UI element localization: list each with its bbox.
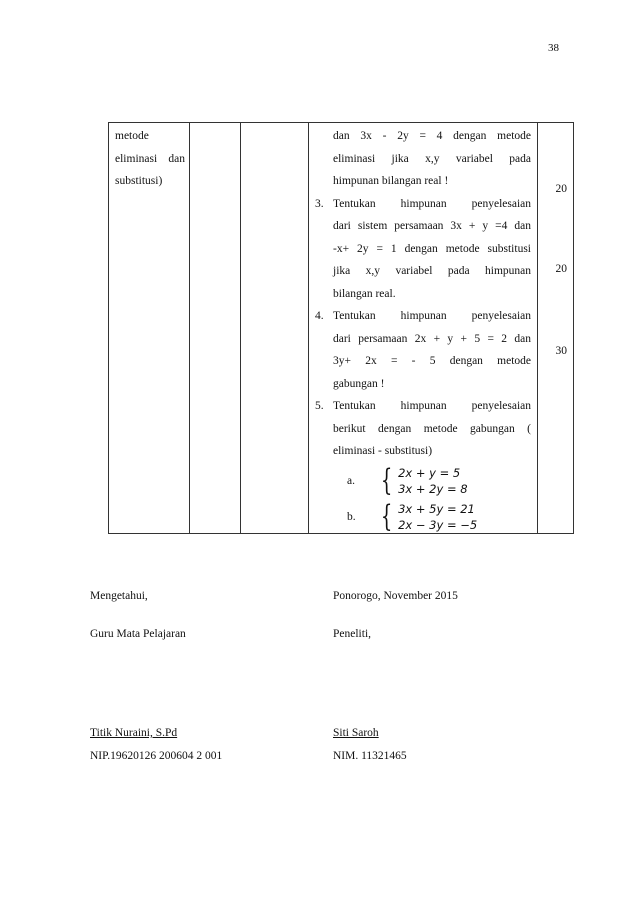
question-line: Tentukan himpunan penyelesaian bbox=[333, 400, 531, 412]
equation: 3x + 5y = 21 bbox=[398, 501, 475, 516]
acknowledged-label: Mengetahui, bbox=[90, 590, 148, 602]
teacher-id: NIP.19620126 200604 2 001 bbox=[90, 750, 223, 762]
score-value: 30 bbox=[555, 345, 567, 357]
question-line: eliminasi - substitusi) bbox=[333, 445, 433, 457]
question-line: jika x,y variabel pada himpunan bbox=[333, 265, 531, 277]
question-2-continuation bbox=[315, 125, 531, 193]
score-value: 20 bbox=[555, 183, 567, 195]
question-number: 5. bbox=[315, 400, 324, 412]
table-row bbox=[109, 123, 574, 534]
method-line: metode bbox=[115, 130, 149, 142]
place-date: Ponorogo, November 2015 bbox=[333, 590, 458, 602]
question-line: himpunan bilangan real ! bbox=[333, 175, 449, 187]
question-line: 3y+ 2x = - 5 dengan metode bbox=[333, 355, 531, 367]
question-line: bilangan real. bbox=[333, 287, 396, 300]
question-line: dari persamaan 2x + y + 5 = 2 dan bbox=[333, 332, 531, 345]
equation-system-a bbox=[333, 462, 531, 498]
question-line: Tentukan himpunan penyelesaian bbox=[333, 310, 531, 322]
equation: 2x + y = 5 bbox=[398, 465, 461, 480]
equation-system-b bbox=[333, 498, 531, 534]
question-3 bbox=[315, 193, 531, 306]
question-number: 3. bbox=[315, 197, 324, 210]
question-5 bbox=[315, 395, 531, 463]
question-line: gabungan ! bbox=[333, 377, 385, 390]
page-number: 38 bbox=[548, 42, 559, 54]
teacher-role: Guru Mata Pelajaran bbox=[90, 628, 186, 640]
equation: 2x − 3y = −5 bbox=[398, 517, 478, 532]
method-cell bbox=[109, 123, 190, 534]
system-label: a. bbox=[347, 474, 355, 487]
method-line: substitusi) bbox=[115, 175, 163, 187]
question-line: berikut dengan metode gabungan ( bbox=[333, 422, 531, 435]
question-line: dan 3x - 2y = 4 dengan metode bbox=[333, 130, 531, 142]
method-line: eliminasi dan bbox=[115, 152, 185, 165]
empty-cell bbox=[241, 123, 309, 534]
score-value: 20 bbox=[555, 263, 567, 275]
question-number: 4. bbox=[315, 310, 324, 322]
questions-cell bbox=[309, 123, 538, 534]
assessment-table bbox=[108, 122, 574, 534]
question-line: eliminasi jika x,y variabel pada bbox=[333, 152, 531, 165]
researcher-id: NIM. 11321465 bbox=[333, 750, 407, 762]
equation: 3x + 2y = 8 bbox=[398, 481, 468, 496]
researcher-role: Peneliti, bbox=[333, 628, 372, 640]
left-brace-icon: { bbox=[380, 498, 393, 534]
score-cell bbox=[538, 123, 574, 534]
question-line: Tentukan himpunan penyelesaian bbox=[333, 197, 531, 210]
question-line: -x+ 2y = 1 dengan metode substitusi bbox=[333, 242, 531, 255]
left-brace-icon: { bbox=[380, 462, 393, 498]
teacher-name: Titik Nuraini, S.Pd bbox=[90, 727, 178, 739]
question-4 bbox=[315, 305, 531, 395]
question-line: dari sistem persamaan 3x + y =4 dan bbox=[333, 220, 531, 232]
researcher-name: Siti Saroh bbox=[333, 727, 379, 739]
empty-cell bbox=[190, 123, 241, 534]
system-label: b. bbox=[347, 510, 356, 523]
